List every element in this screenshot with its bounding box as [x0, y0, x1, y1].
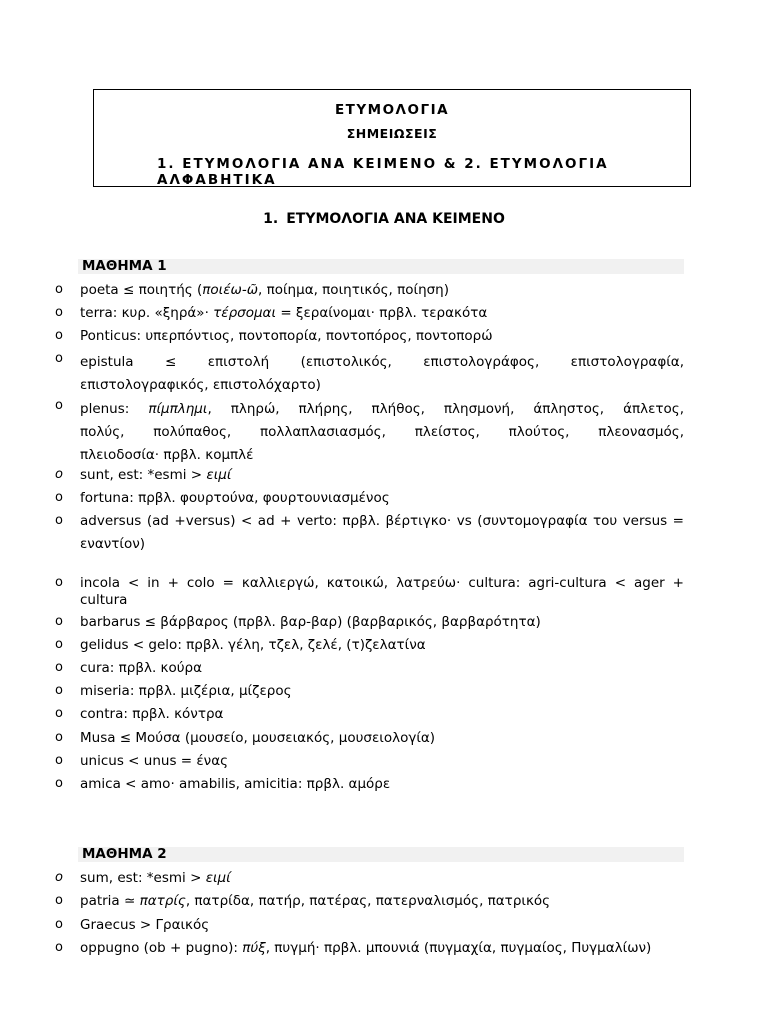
- bullet: o: [55, 490, 63, 505]
- item-text: gelidus < gelo: πρβλ. γέλη, τζελ, ζελέ, (τ)ζελατίνα: [80, 637, 426, 653]
- item-text-italic: ειμί: [205, 870, 231, 886]
- bullet: o: [55, 893, 63, 908]
- item-text-line: πλειοδοσία· πρβλ. κομπλέ: [80, 447, 254, 463]
- bullet: o: [55, 398, 63, 413]
- item-text: amica < amo· amabilis, amicitia: πρβλ. αμόρε: [80, 776, 391, 792]
- item-text: patria ≃: [80, 893, 140, 909]
- bullet: o: [55, 305, 63, 320]
- bullet: o: [55, 917, 63, 932]
- item-text-italic: πίμπλημι: [148, 401, 208, 417]
- item-text-line: επιστολογραφικός, επιστολόχαρτο): [80, 377, 321, 393]
- item-text: , ποίημα, ποιητικός, ποίηση): [258, 282, 449, 298]
- item-text: oppugno (ob + pugno):: [80, 940, 243, 956]
- contents-line-1: 1. ΕΤΥΜΟΛΟΓΙΑ ΑΝΑ ΚΕΙΜΕΝΟ & 2. ΕΤΥΜΟΛΟΓΙΑ: [157, 156, 609, 172]
- item-text: Musa ≤ Μούσα (μουσείο, μουσειακός, μουσειολογία): [80, 730, 436, 746]
- bullet: o: [55, 575, 63, 590]
- item-text-line: incola < in + colo = καλλιεργώ, κατοικώ, λατρεύω· cultura: agri-cultura < ager +: [80, 575, 684, 591]
- item-text-line: cultura: [80, 591, 128, 608]
- item-text: unicus < unus = ένας: [80, 753, 229, 769]
- contents-line-2: ΑΛΦΑΒΗΤΙΚΑ: [157, 172, 277, 188]
- item-text: terra: κυρ. «ξηρά»·: [80, 305, 214, 321]
- bullet: o: [55, 513, 63, 528]
- item-text: , πατρίδα, πατήρ, πατέρας, πατερναλισμός, πατρικός: [185, 893, 551, 909]
- section-title: [0, 211, 768, 227]
- item-text-italic: τέρσομαι: [213, 305, 277, 321]
- item-text: sum, est: *esmi >: [80, 870, 206, 886]
- bullet: o: [55, 776, 63, 791]
- document-title: ΕΤΥΜΟΛΟΓΙΑ: [334, 102, 450, 118]
- item-text: plenus:: [80, 401, 149, 417]
- section-title-text: ΕΤΥΜΟΛΟΓΙΑ ΑΝΑ ΚΕΙΜΕΝΟ: [286, 211, 505, 227]
- item-text: poeta ≤ ποιητής (: [80, 282, 203, 298]
- item-text-line: [80, 398, 684, 421]
- bullet: o: [55, 660, 63, 675]
- title-box: [93, 89, 691, 187]
- bullet: o: [55, 870, 63, 885]
- item-text-line: εναντίον): [80, 536, 146, 552]
- item-text: barbarus ≤ βάρβαρος (πρβλ. βαρ-βαρ) (βαρβαρικός, βαρβαρότητα): [80, 614, 541, 630]
- item-text: cura: πρβλ. κούρα: [80, 660, 203, 676]
- bullet: o: [55, 753, 63, 768]
- bullet: o: [55, 730, 63, 745]
- item-text-line: adversus (ad +versus) < ad + verto: πρβλ. βέρτιγκο· vs (συντομογραφία του versus =: [80, 513, 684, 529]
- document-subtitle: ΣΗΜΕΙΩΣΕΙΣ: [346, 126, 438, 141]
- item-text-italic: πατρίς: [139, 893, 186, 909]
- section-number: 1.: [263, 211, 279, 227]
- item-text-line: epistula ≤ επιστολή (επιστολικός, επιστολογράφος, επιστολογραφία,: [80, 354, 684, 370]
- bullet: o: [55, 282, 63, 297]
- bullet: o: [55, 940, 63, 955]
- item-text: miseria: πρβλ. μιζέρια, μίζερος: [80, 683, 292, 699]
- item-text: , πυγμή· πρβλ. μπουνιά (πυγμαχία, πυγμαίος, Πυγμαλίων): [265, 940, 652, 956]
- item-text-italic: ποιέω-ῶ: [202, 282, 259, 298]
- item-text: Ponticus: υπερπόντιος, ποντοπορία, ποντοπόρος, ποντοπορώ: [80, 328, 493, 344]
- item-text-italic: ειμί: [206, 467, 232, 483]
- item-text-line: πολύς, πολύπαθος, πολλαπλασιασμός, πλείστος, πλούτος, πλεονασμός,: [80, 424, 684, 440]
- bullet: o: [55, 467, 63, 482]
- lesson-2-heading: ΜΑΘΗΜΑ 2: [78, 847, 684, 862]
- item-text: = ξεραίνομαι· πρβλ. τερακότα: [276, 305, 488, 321]
- item-text: fortuna: πρβλ. φουρτούνα, φουρτουνιασμένος: [80, 490, 390, 506]
- item-text: Graecus > Γραικός: [80, 917, 210, 933]
- bullet: o: [55, 614, 63, 629]
- bullet: o: [55, 637, 63, 652]
- bullet: o: [55, 683, 63, 698]
- bullet: o: [55, 351, 63, 366]
- bullet: o: [55, 706, 63, 721]
- bullet: o: [55, 328, 63, 343]
- document-contents-line: [157, 156, 627, 188]
- item-text: contra: πρβλ. κόντρα: [80, 706, 224, 722]
- item-text-italic: πύξ: [242, 940, 266, 956]
- item-text: , πληρώ, πλήρης, πλήθος, πλησμονή, άπληστος, άπλετος,: [207, 401, 684, 417]
- item-text: sunt, est: *esmi >: [80, 467, 207, 483]
- lesson-1-heading: ΜΑΘΗΜΑ 1: [78, 259, 684, 274]
